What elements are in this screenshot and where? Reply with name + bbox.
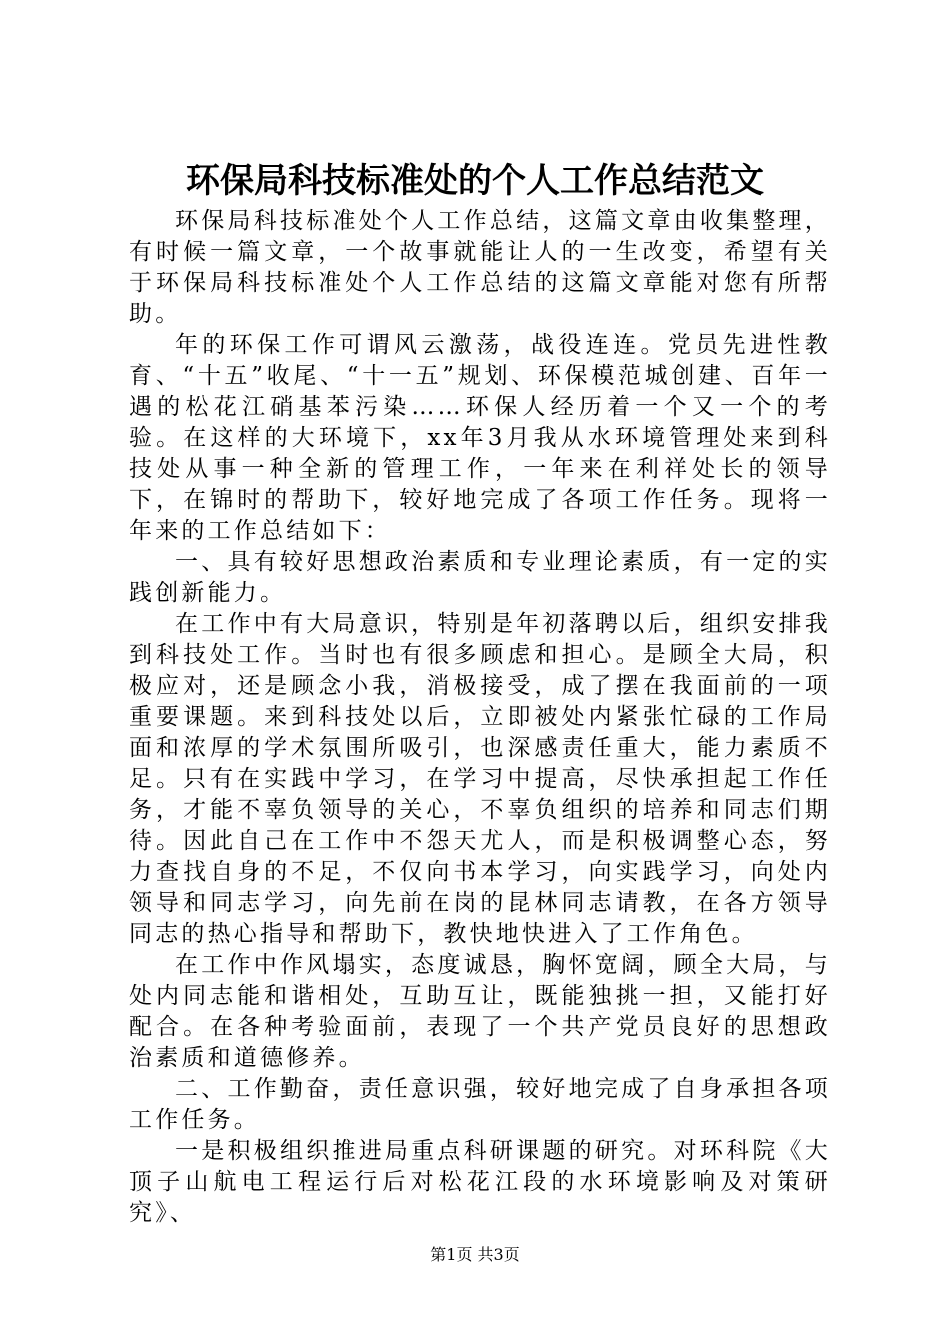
paragraph: 环保局科技标准处个人工作总结，这篇文章由收集整理，有时候一篇文章，一个故事就能让人的一生改变，希望有关于环保局科技标准处个人工作总结的这篇文章能对您有所帮助。 <box>129 208 831 327</box>
page-footer: 第1页 共3页 <box>430 1245 520 1264</box>
document-title: 环保局科技标准处的个人工作总结范文 <box>186 161 764 201</box>
paragraph: 一是积极组织推进局重点科研课题的研究。对环科院《大顶子山航电工程运行后对松花江段的水环境影响及对策研究》、 <box>129 1138 831 1226</box>
section-heading: 一、具有较好思想政治素质和专业理论素质，有一定的实践创新能力。 <box>129 549 831 606</box>
document-body <box>129 206 831 1229</box>
paragraph: 在工作中有大局意识，特别是年初落聘以后，组织安排我到科技处工作。当时也有很多顾虑和担心。是顾全大局，积极应对，还是顾念小我，消极接受，成了摆在我面前的一项重要课题。来到科技处以后，立即被处内紧张忙碌的工作局面和浓厚的学术氛围所吸引，也深感责任重大，能力素质不足。只有在实践中学习，在学习中提高，尽快承担起工作任务，才能不辜负领导的关心，不辜负组织的培养和同志们期待。因此自己在工作中不怨天尤人，而是积极调整心态，努力查找自身的不足，不仅向书本学习，向实践学习，向处内领导和同志学习，向先前在岗的昆林同志请教，在各方领导同志的热心指导和帮助下，教快地快进入了工作角色。 <box>129 611 831 947</box>
paragraph: 年的环保工作可谓风云激荡，战役连连。党员先进性教育、“十五”收尾、“十一五”规划、环保模范城创建、百年一遇的松花江硝基苯污染……环保人经历着一个又一个的考验。在这样的大环境下，xx年3月我从水环境管理处来到科技处从事一种全新的管理工作，一年来在利祥处长的领导下，在锦时的帮助下，较好地完成了各项工作任务。现将一年来的工作总结如下： <box>129 332 831 544</box>
section-heading: 二、工作勤奋，责任意识强，较好地完成了自身承担各项工作任务。 <box>129 1076 831 1133</box>
paragraph: 在工作中作风塌实，态度诚恳，胸怀宽阔，顾全大局，与处内同志能和谐相处，互助互让，既能独挑一担，又能打好配合。在各种考验面前，表现了一个共产党员良好的思想政治素质和道德修养。 <box>129 952 831 1071</box>
